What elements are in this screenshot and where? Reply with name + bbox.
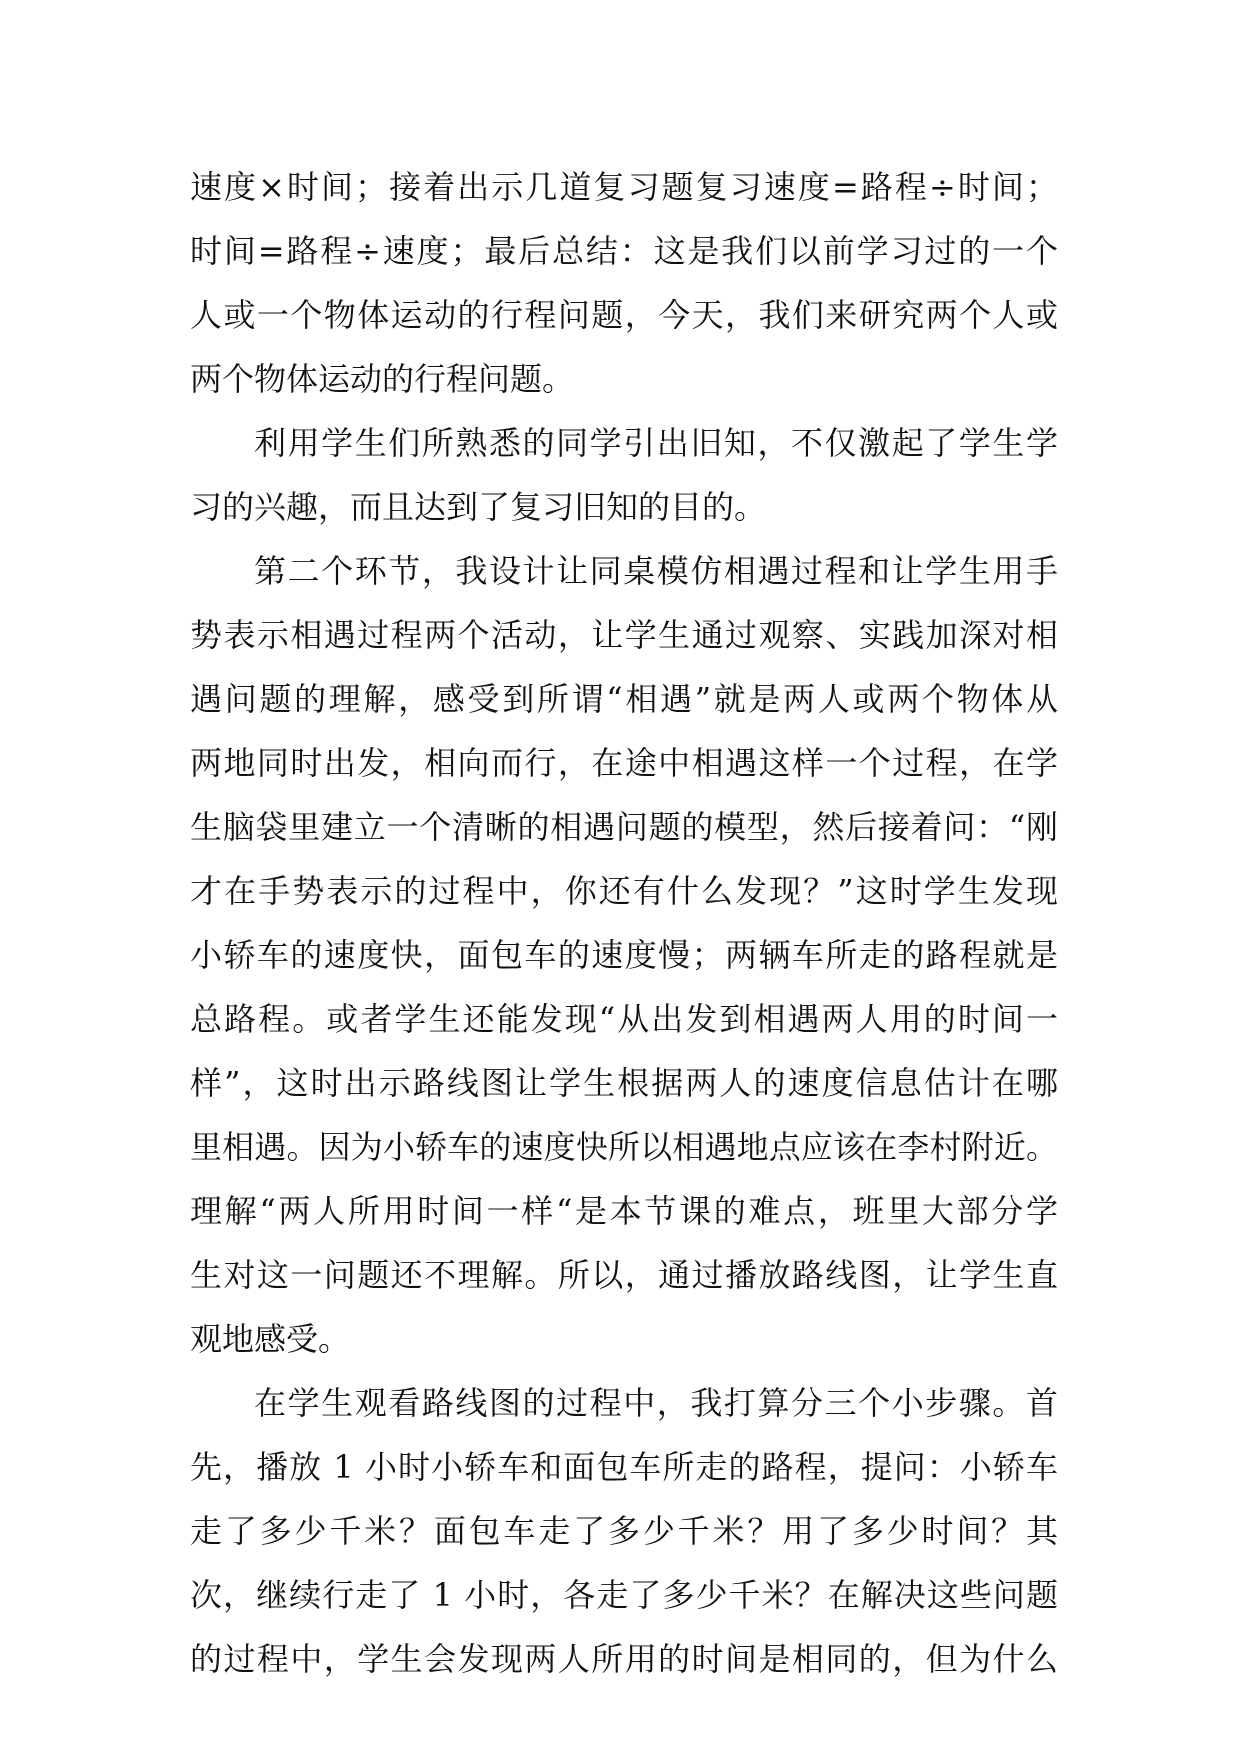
text-line: 生对这一问题还不理解。所以，通过播放路线图，让学生直 (190, 1256, 1058, 1294)
text-line: 遇问题的理解，感受到所谓“相遇”就是两人或两个物体从 (190, 680, 1058, 718)
text-line: 两地同时出发，相向而行，在途中相遇这样一个过程，在学 (190, 744, 1058, 782)
text-line: 里相遇。因为小轿车的速度快所以相遇地点应该在李村附近。 (190, 1128, 1058, 1166)
text-line: 才在手势表示的过程中，你还有什么发现？”这时学生发现 (190, 872, 1058, 910)
text-line: 次，继续行走了 1 小时，各走了多少千米？在解决这些问题 (190, 1576, 1058, 1614)
text-line: 生脑袋里建立一个清晰的相遇问题的模型，然后接着问：“刚 (190, 808, 1058, 846)
text-line: 走了多少千米？面包车走了多少千米？用了多少时间？其 (190, 1512, 1058, 1550)
text-line: 两个物体运动的行程问题。 (190, 360, 575, 398)
text-line: 人或一个物体运动的行程问题，今天，我们来研究两个人或 (190, 296, 1058, 334)
text-line: 习的兴趣，而且达到了复习旧知的目的。 (190, 488, 767, 526)
text-line: 速度×时间；接着出示几道复习题复习速度=路程÷时间； (190, 168, 1058, 206)
text-line: 总路程。或者学生还能发现“从出发到相遇两人用的时间一 (190, 1000, 1058, 1038)
text-line: 理解“两人所用时间一样“是本节课的难点，班里大部分学 (190, 1192, 1058, 1230)
body-text (190, 155, 1058, 1691)
text-line: 的过程中，学生会发现两人所用的时间是相同的，但为什么 (190, 1640, 1058, 1678)
text-line: 第二个环节，我设计让同桌模仿相遇过程和让学生用手 (254, 552, 1058, 590)
text-line: 时间=路程÷速度；最后总结：这是我们以前学习过的一个 (190, 232, 1058, 270)
text-line: 利用学生们所熟悉的同学引出旧知，不仅激起了学生学 (254, 424, 1058, 462)
text-line: 先，播放 1 小时小轿车和面包车所走的路程，提问：小轿车 (190, 1448, 1058, 1486)
text-line: 观地感受。 (190, 1320, 351, 1358)
text-line: 在学生观看路线图的过程中，我打算分三个小步骤。首 (254, 1384, 1058, 1422)
text-line: 样”，这时出示路线图让学生根据两人的速度信息估计在哪 (190, 1064, 1058, 1102)
text-line: 势表示相遇过程两个活动，让学生通过观察、实践加深对相 (190, 616, 1058, 654)
text-line: 小轿车的速度快，面包车的速度慢；两辆车所走的路程就是 (190, 936, 1058, 974)
